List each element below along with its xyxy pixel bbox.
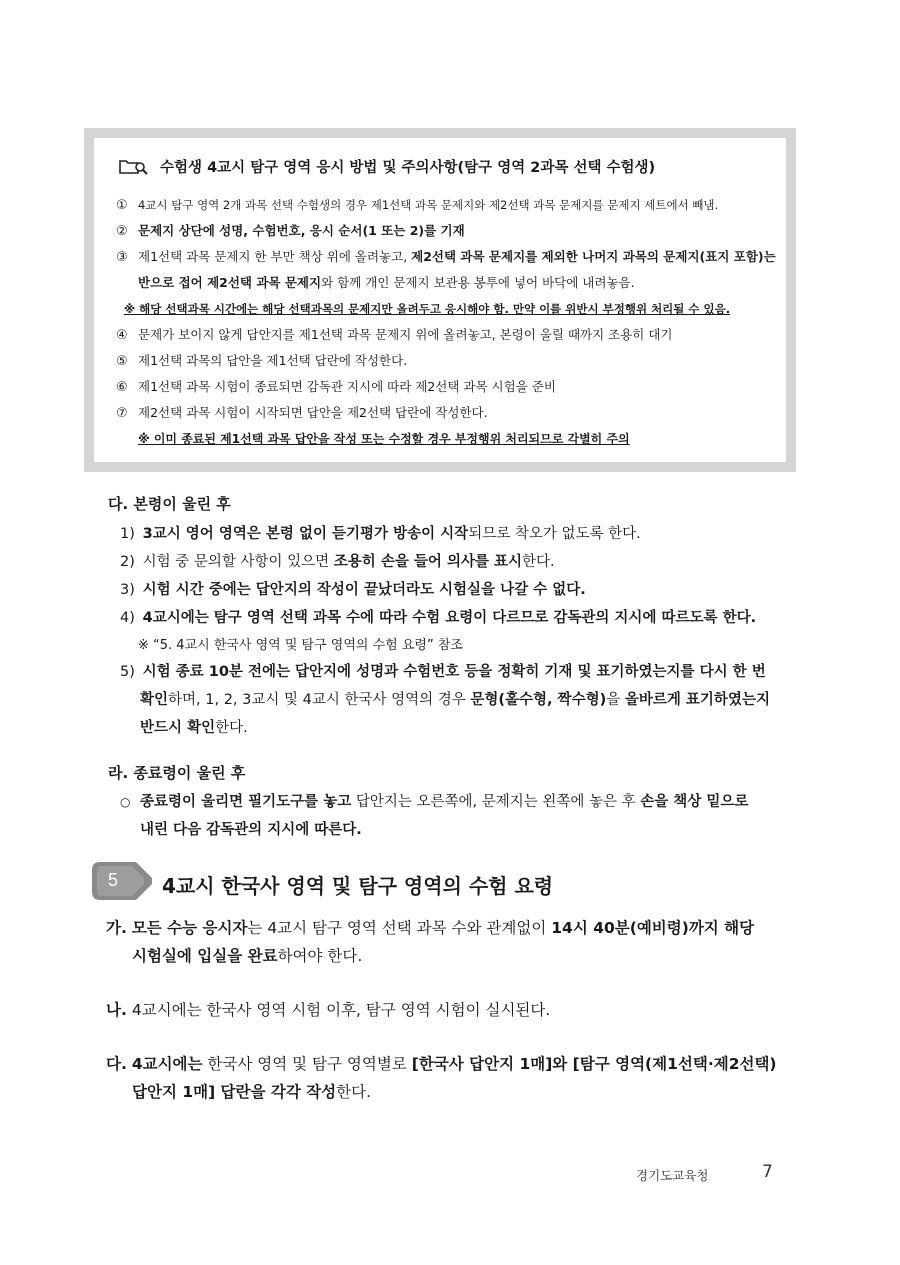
- notice-warning-2: ※ 이미 종료된 제1선택 과목 답안을 작성 또는 수정할 경우 부정행위 처리되므로 각별히 주의: [138, 432, 630, 446]
- section-5-title: 4교시 한국사 영역 및 탐구 영역의 수험 요령: [162, 874, 554, 898]
- list-item: 2) 시험 중 문의할 사항이 있으면 조용히 손을 들어 의사를 표시한다.: [120, 554, 555, 570]
- paragraph-da-continued: 답안지 1매] 답란을 각각 작성한다.: [132, 1083, 372, 1101]
- list-item: 1) 3교시 영어 영역은 본령 없이 듣기평가 방송이 시작되므로 착오가 없도록 한다.: [120, 526, 641, 542]
- paragraph-ga-continued: 시험실에 입실을 완료하여야 한다.: [132, 947, 363, 965]
- list-item-continued: 확인하며, 1, 2, 3교시 및 4교시 한국사 영역의 경우 문형(홀수형, 짝수형)을 올바르게 표기하였는지: [140, 692, 770, 708]
- bullet-item-continued: 내린 다음 감독관의 지시에 따른다.: [140, 822, 362, 838]
- list-item: 4) 4교시에는 탐구 영역 선택 과목 수에 따라 수험 요령이 다르므로 감독관의 지시에 따르도록 한다.: [120, 610, 757, 626]
- section-heading: 다. 본령이 울린 후: [108, 495, 231, 513]
- folder-search-icon: [118, 156, 150, 176]
- page-number: 7: [762, 1162, 773, 1182]
- section-heading: 라. 종료령이 울린 후: [108, 764, 246, 782]
- notice-box-items: [116, 192, 776, 452]
- list-note: ※ “5. 4교시 한국사 영역 및 탐구 영역의 수험 요령” 참조: [138, 638, 463, 653]
- notice-item: ⑥ 제1선택 과목 시험이 종료되면 감독관 지시에 따라 제2선택 과목 시험을 준비: [116, 379, 556, 395]
- notice-box-inner: [94, 138, 786, 462]
- notice-box-header: [118, 154, 768, 178]
- section-5-header: [92, 858, 692, 904]
- notice-box: [84, 128, 796, 472]
- notice-item-continued: 반으로 접어 제2선택 과목 문제지와 함께 개인 문제지 보관용 봉투에 넣어 바닥에 내려놓음.: [138, 275, 635, 290]
- section-number-badge: [92, 858, 162, 904]
- notice-item: ① 4교시 탐구 영역 2개 과목 선택 수험생의 경우 제1선택 과목 문제지와 제2선택 과목 문제지를 문제지 세트에서 빼냄.: [116, 198, 719, 213]
- notice-warning-1: ※ 해당 선택과목 시간에는 해당 선택과목의 문제지만 올려두고 응시해야 함. 만약 이를 위반시 부정행위 처리될 수 있음.: [124, 302, 731, 316]
- list-item: 5) 시험 종료 10분 전에는 답안지에 성명과 수험번호 등을 정확히 기재 및 표기하였는지를 다시 한 번: [120, 664, 766, 680]
- notice-item: ④ 문제가 보이지 않게 답안지를 제1선택 과목 문제지 위에 올려놓고, 본령이 울릴 때까지 조용히 대기: [116, 327, 673, 343]
- list-item-continued: 반드시 확인한다.: [140, 720, 248, 736]
- notice-item: ③ 제1선택 과목 문제지 한 부만 책상 위에 올려놓고, 제2선택 과목 문제지를 제외한 나머지 과목의 문제지(표지 포함)는: [116, 249, 776, 265]
- bullet-item: ○ 종료령이 울리면 필기도구를 놓고 답안지는 오른쪽에, 문제지는 왼쪽에 놓은 후 손을 책상 밑으로: [120, 794, 749, 810]
- list-item: 3) 시험 시간 중에는 답안지의 작성이 끝났더라도 시험실을 나갈 수 없다.: [120, 582, 586, 598]
- notice-box-title: 수험생 4교시 탐구 영역 응시 방법 및 주의사항(탐구 영역 2과목 선택 수험생): [160, 159, 656, 176]
- section-number: 5: [108, 870, 119, 890]
- paragraph-na: 나. 4교시에는 한국사 영역 시험 이후, 탐구 영역 시험이 실시된다.: [106, 1001, 551, 1019]
- paragraph-ga: 가. 모든 수능 응시자는 4교시 탐구 영역 선택 과목 수와 관계없이 14시 40분(예비령)까지 해당: [106, 919, 755, 937]
- paragraph-da: 다. 4교시에는 한국사 영역 및 탐구 영역별로 [한국사 답안지 1매]와 [탐구 영역(제1선택·제2선택): [106, 1055, 777, 1073]
- notice-item: ⑤ 제1선택 과목의 답안을 제1선택 답란에 작성한다.: [116, 353, 408, 369]
- footer-organization: 경기도교육청: [636, 1168, 709, 1183]
- notice-item: ② 문제지 상단에 성명, 수험번호, 응시 순서(1 또는 2)를 기재: [116, 223, 465, 239]
- notice-item: ⑦ 제2선택 과목 시험이 시작되면 답안을 제2선택 답란에 작성한다.: [116, 405, 488, 421]
